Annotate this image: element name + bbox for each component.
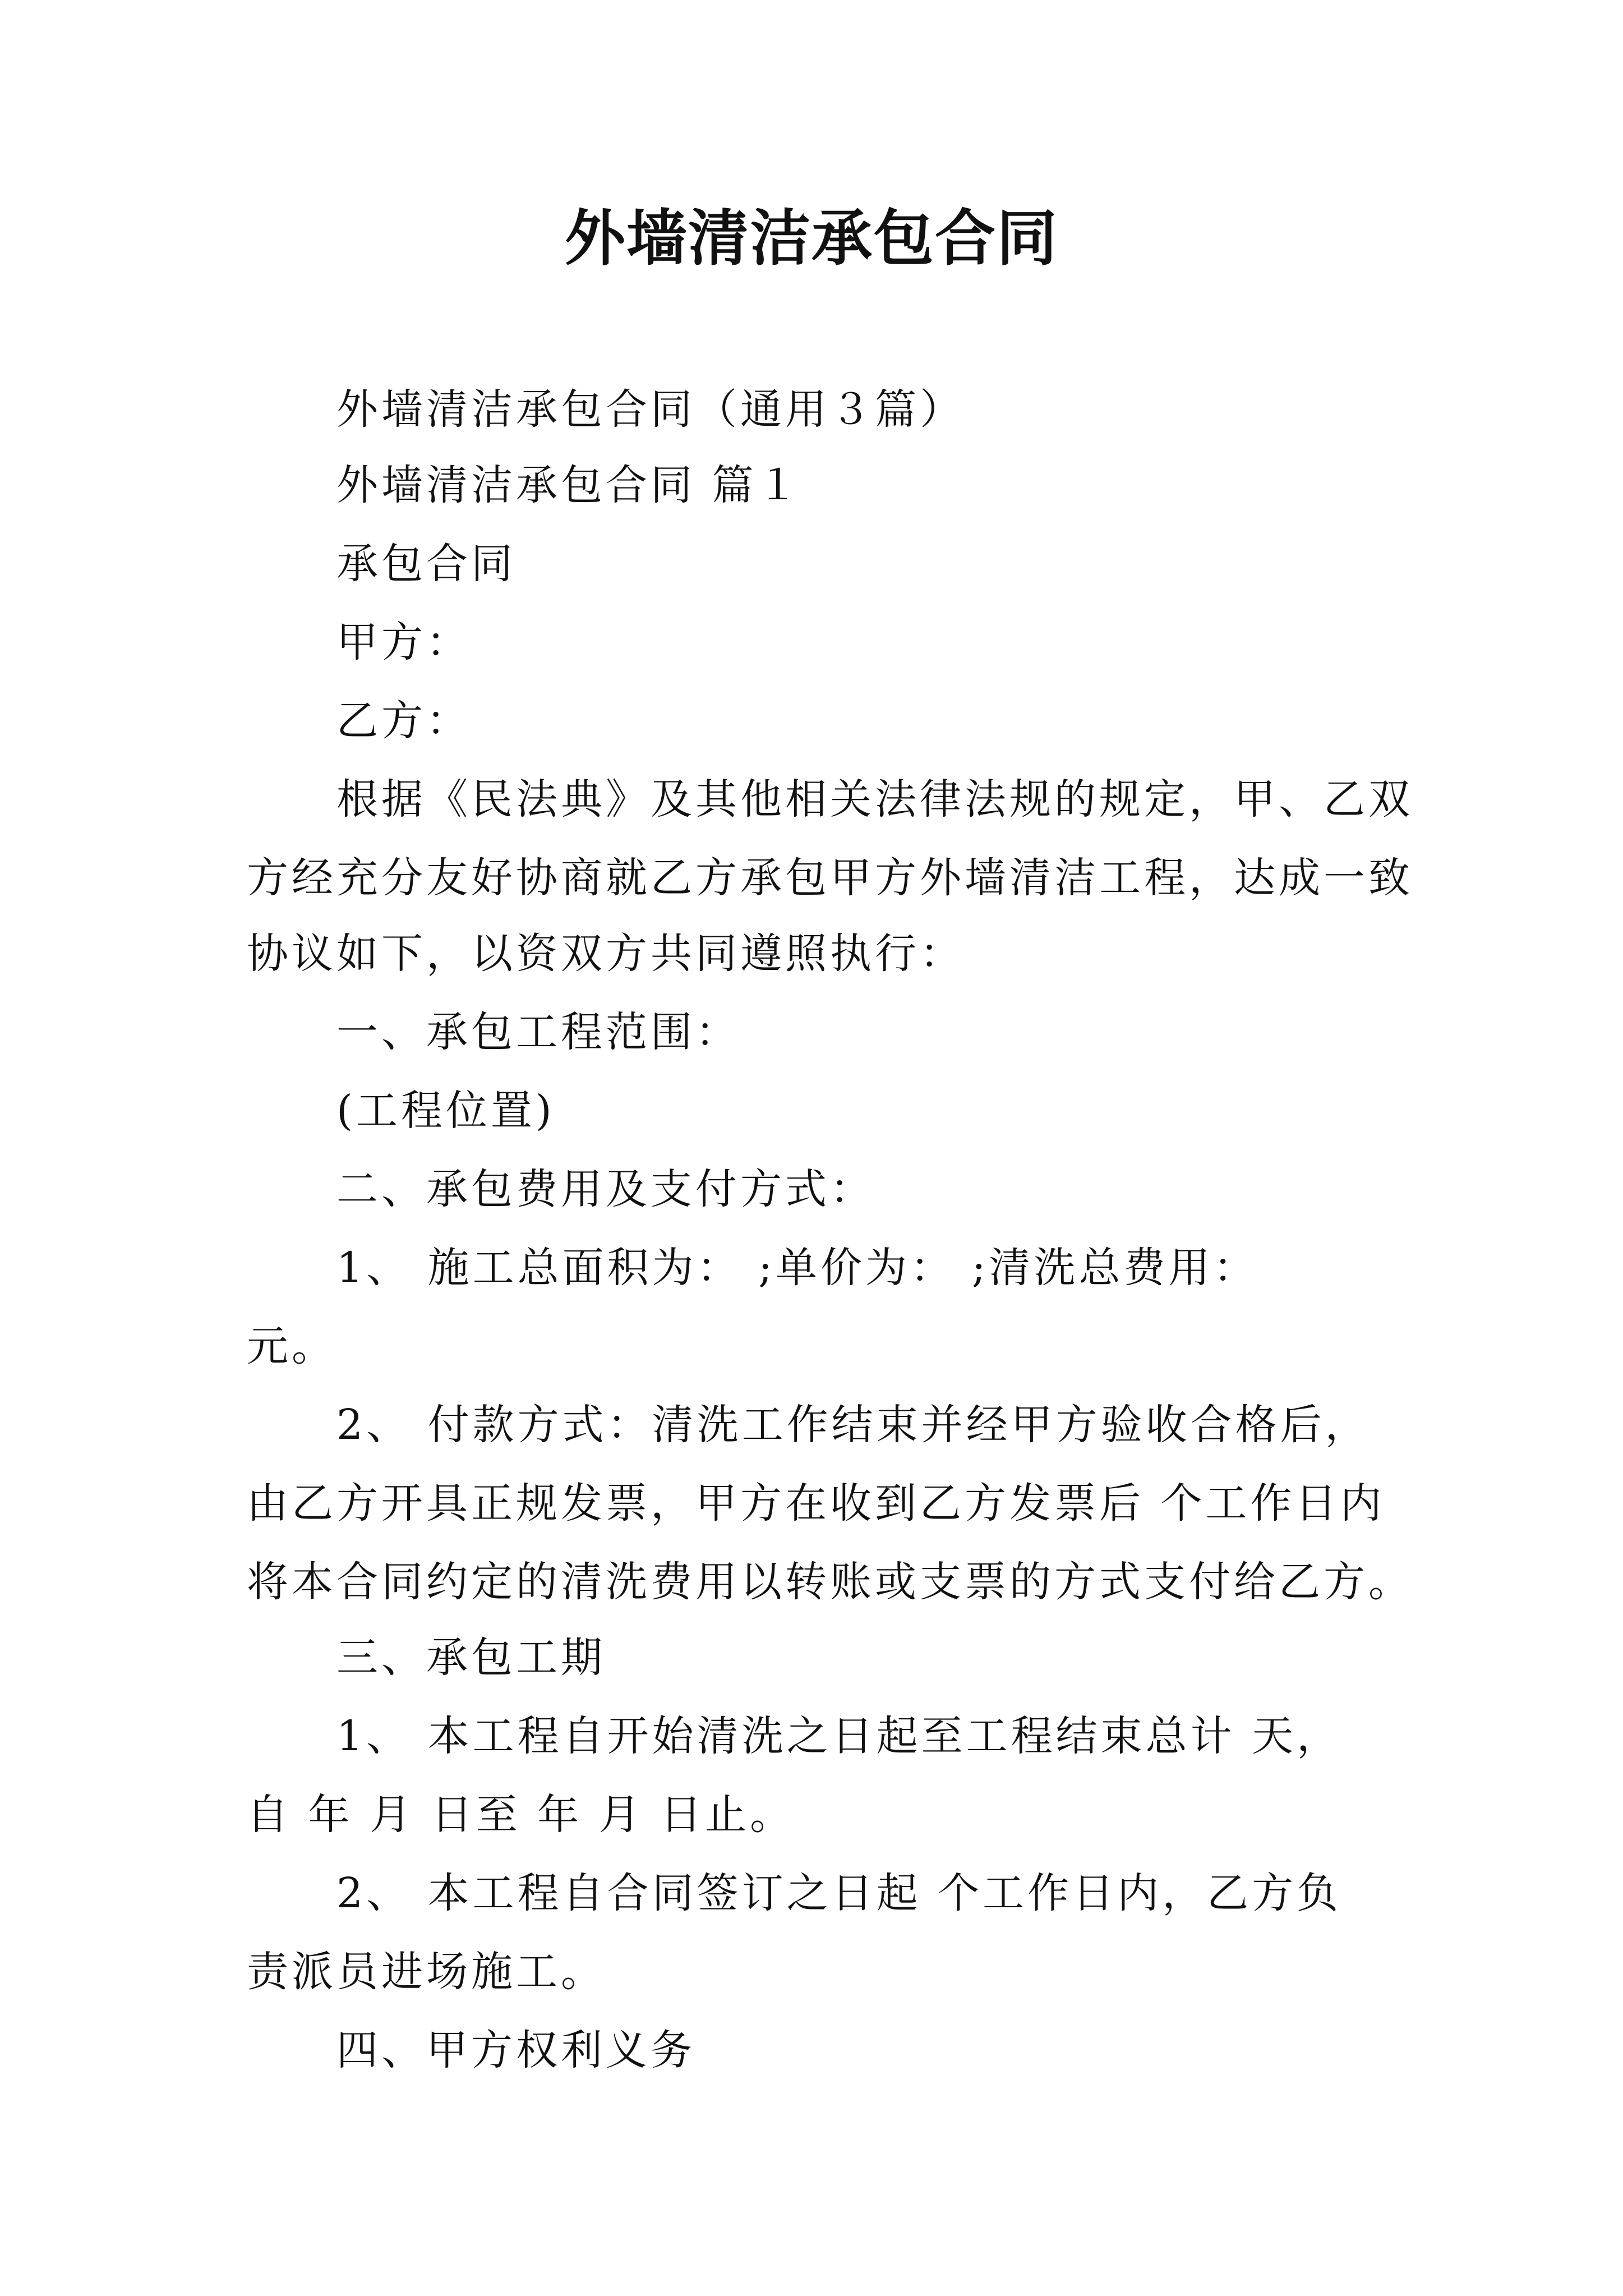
- document-title: 外墙清洁承包合同: [564, 203, 1058, 274]
- clause-line: 1、 施工总面积为： ;单价为： ;清洗总费用：: [336, 1244, 1258, 1292]
- clause-line: 责派员进场施工。: [247, 1948, 606, 1996]
- clause-line: 2、 本工程自合同签订之日起 个工作日内，乙方负: [336, 1869, 1342, 1917]
- paragraph-line: 方经充分友好协商就乙方承包甲方外墙清洁工程，达成一致: [247, 854, 1413, 902]
- paragraph-line: 协议如下，以资双方共同遵照执行：: [247, 930, 965, 978]
- clause-heading-line: 一、承包工程范围：: [336, 1008, 740, 1056]
- clause-line: 1、 本工程自开始清洗之日起至工程结束总计 天，: [336, 1712, 1342, 1760]
- clause-line: (工程位置): [336, 1087, 555, 1135]
- section-heading-line: 外墙清洁承包合同 篇１: [336, 461, 802, 509]
- party-b-line: 乙方：: [336, 697, 471, 745]
- clause-line: 自 年 月 日至 年 月 日止。: [247, 1791, 795, 1839]
- clause-heading-line: 二、承包费用及支付方式：: [336, 1165, 875, 1213]
- clause-line: 元。: [247, 1322, 336, 1370]
- subtitle-line: 外墙清洁承包合同（通用３篇）: [336, 385, 965, 434]
- clause-heading-line: 三、承包工期: [336, 1634, 606, 1682]
- clause-line: 由乙方开具正规发票，甲方在收到乙方发票后 个工作日内: [247, 1479, 1385, 1527]
- clause-line: 2、 付款方式：清洗工作结束并经甲方验收合格后，: [336, 1401, 1370, 1449]
- contract-type-line: 承包合同: [336, 540, 516, 588]
- clause-heading-line: 四、甲方权利义务: [336, 2026, 695, 2074]
- paragraph-line: 根据《民法典》及其他相关法律法规的规定，甲、乙双: [336, 775, 1413, 823]
- party-a-line: 甲方：: [336, 618, 471, 666]
- clause-line: 将本合同约定的清洗费用以转账或支票的方式支付给乙方。: [247, 1558, 1413, 1606]
